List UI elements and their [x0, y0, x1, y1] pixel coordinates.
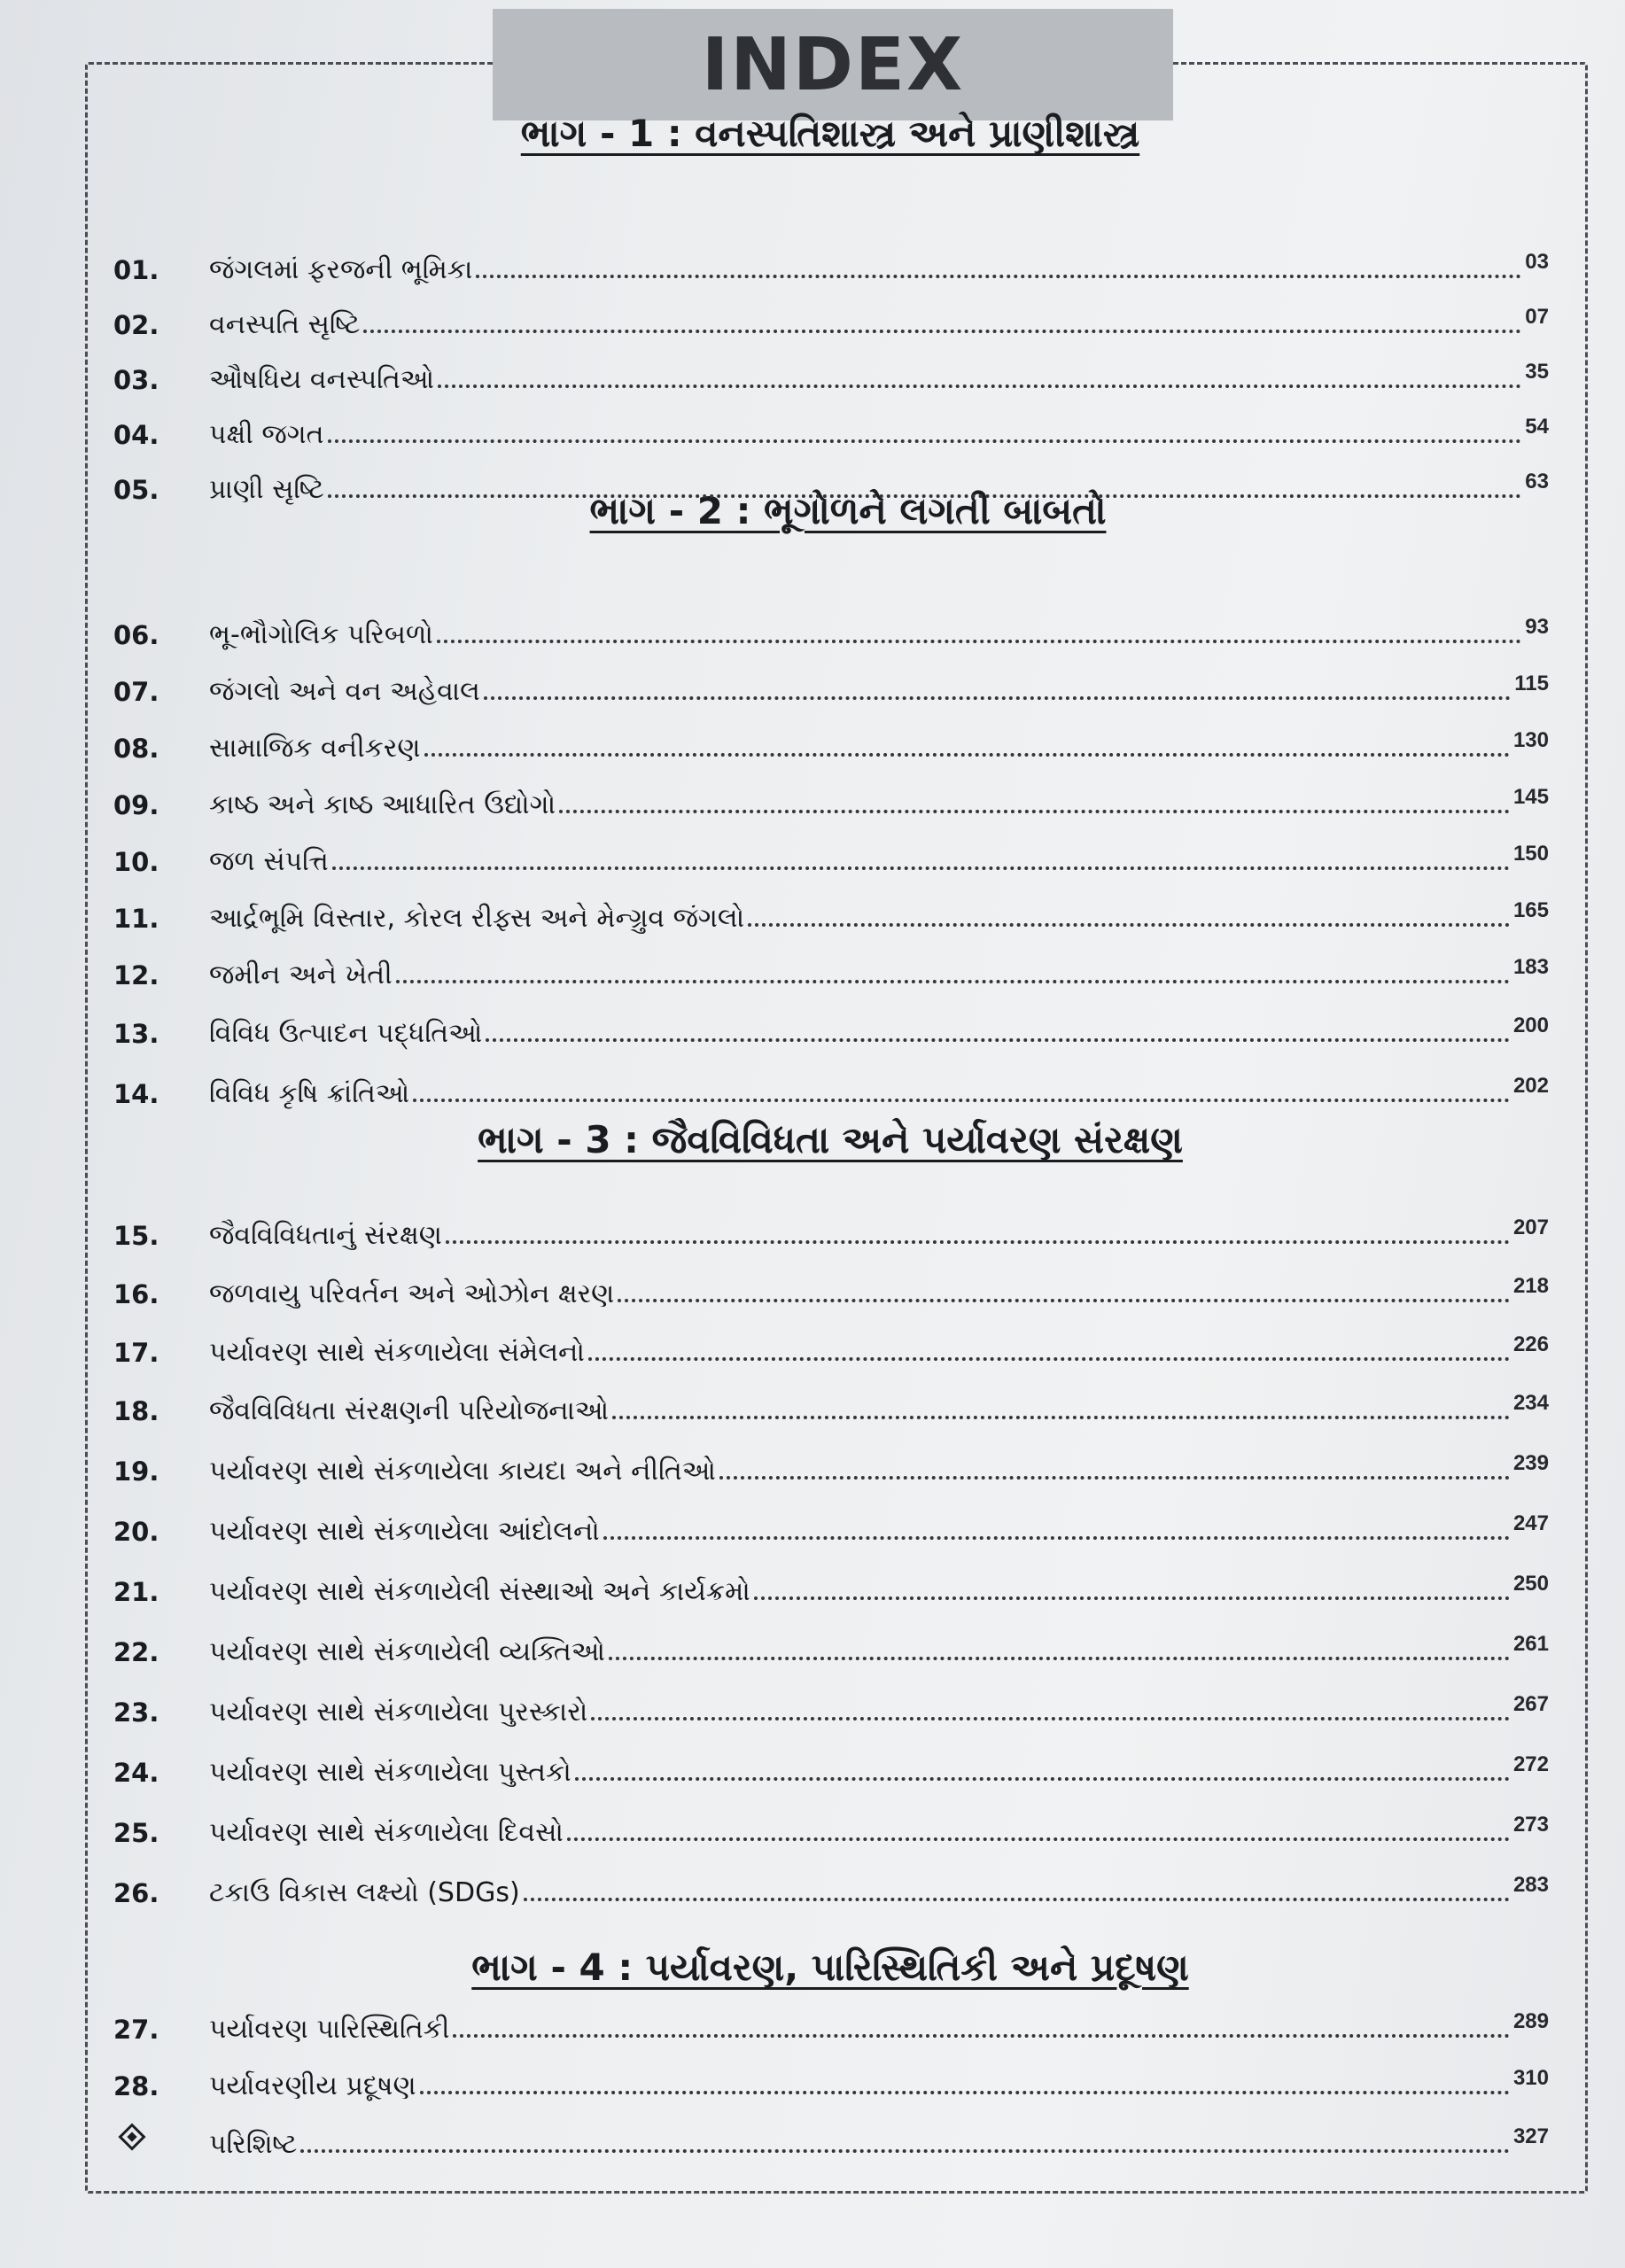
index-title: INDEX	[701, 22, 965, 107]
dot-leader	[559, 809, 1510, 813]
toc-entry[interactable]	[113, 457, 1549, 505]
entry-page-number: 226	[1512, 1332, 1549, 1356]
entry-number: 08.	[113, 734, 159, 764]
toc-entry[interactable]	[113, 347, 1549, 395]
entry-title: પર્યાવરણ સાથે સંકળાયેલા સંમેલનો	[209, 1337, 585, 1368]
entry-title: ઔષધિય વનસ્પતિઓ	[209, 364, 435, 395]
dot-leader	[328, 493, 1521, 498]
dot-leader	[438, 384, 1521, 388]
entry-page-number: 130	[1512, 728, 1549, 752]
dot-leader	[453, 2033, 1509, 2038]
toc-entry[interactable]	[113, 2054, 1549, 2101]
entry-title: જળ સંપત્તિ	[209, 846, 329, 877]
dot-leader	[591, 1716, 1510, 1720]
toc-entry[interactable]	[113, 1262, 1549, 1309]
toc-entry[interactable]	[113, 1680, 1549, 1728]
entry-number: 19.	[113, 1456, 159, 1487]
toc-entry[interactable]	[113, 1499, 1549, 1547]
dot-leader	[396, 979, 1510, 983]
dot-leader	[618, 1298, 1510, 1302]
dot-leader	[748, 922, 1510, 927]
dot-leader	[300, 2148, 1510, 2153]
entry-number: 17.	[113, 1338, 159, 1368]
entry-page-number: 54	[1525, 415, 1549, 439]
entry-number: 22.	[113, 1637, 159, 1667]
toc-entry[interactable]	[113, 773, 1549, 820]
entry-title: વનસ્પતિ સૃષ્ટિ	[209, 309, 361, 340]
entry-number: 27.	[113, 2015, 159, 2045]
toc-entry[interactable]	[113, 237, 1549, 285]
toc-entry[interactable]	[113, 1439, 1549, 1487]
entry-title: પર્યાવરણ સાથે સંકળાયેલા દિવસો	[209, 1817, 564, 1848]
entry-page-number: 261	[1512, 1632, 1549, 1656]
dot-leader	[413, 1098, 1510, 1102]
entry-title: પર્યાવરણ સાથે સંકળાયેલી વ્યક્તિઓ	[209, 1636, 605, 1667]
entry-title: સામાજિક વનીકરણ	[209, 733, 421, 764]
entry-number: 11.	[113, 904, 159, 934]
entry-page-number: 250	[1512, 1572, 1549, 1596]
entry-number: 14.	[113, 1079, 159, 1109]
dot-leader	[420, 2090, 1510, 2094]
entry-title: પર્યાવરણ સાથે સંકળાયેલા પુસ્તકો	[209, 1757, 571, 1788]
entry-number: 18.	[113, 1396, 159, 1426]
toc-entry[interactable]	[113, 1061, 1549, 1109]
dot-leader	[524, 1897, 1510, 1901]
entry-number: 15.	[113, 1221, 159, 1251]
toc-entry[interactable]	[113, 1001, 1549, 1049]
toc-entry[interactable]	[113, 1320, 1549, 1368]
entry-number: 13.	[113, 1019, 159, 1049]
dot-leader	[754, 1596, 1510, 1600]
section-heading-part-1: ભાગ - 1 : વનસ્પતિશાસ્ત્ર અને પ્રાણીશાસ્ત્ર	[520, 112, 1140, 155]
entry-page-number: 239	[1512, 1451, 1549, 1475]
dot-leader	[719, 1475, 1510, 1480]
toc-entry[interactable]	[113, 943, 1549, 990]
section-heading-part-3: ભાગ - 3 : જૈવવિવિધતા અને પર્યાવરણ સંરક્ષણ	[478, 1118, 1183, 1161]
dot-leader	[486, 1037, 1510, 1042]
entry-number: 02.	[113, 310, 159, 340]
entry-title: પર્યાવરણીય પ્રદૂષણ	[209, 2070, 416, 2101]
entry-number: 25.	[113, 1818, 159, 1848]
toc-entry[interactable]	[113, 1997, 1549, 2045]
toc-entry[interactable]	[113, 402, 1549, 450]
entry-number: 06.	[113, 620, 159, 650]
diamond-bullet-icon	[118, 2123, 145, 2150]
entry-page-number: 267	[1512, 1692, 1549, 1716]
toc-entry-appendix[interactable]	[113, 2112, 1549, 2160]
entry-number: 05.	[113, 475, 159, 505]
toc-entry[interactable]	[113, 1379, 1549, 1426]
entry-title: ટકાઉ વિકાસ લક્ષ્યો (SDGs)	[209, 1877, 520, 1908]
toc-entry[interactable]	[113, 1860, 1549, 1908]
dot-leader	[567, 1837, 1510, 1841]
entry-number: 16.	[113, 1279, 159, 1309]
entry-page-number: 63	[1525, 470, 1549, 493]
dot-leader	[484, 695, 1511, 700]
entry-page-number: 07	[1525, 305, 1549, 329]
toc-entry[interactable]	[113, 292, 1549, 340]
entry-number: 20.	[113, 1517, 159, 1547]
toc-entry[interactable]	[113, 1203, 1549, 1251]
entry-title: જંગલમાં ફરજની ભૂમિકા	[209, 254, 473, 285]
entry-title: પર્યાવરણ પારિસ્થિતિકી	[209, 2014, 450, 2045]
entry-page-number: 115	[1514, 672, 1549, 695]
entry-title: પર્યાવરણ સાથે સંકળાયેલા કાયદા અને નીતિઓ	[209, 1456, 716, 1487]
entry-page-number: 327	[1512, 2124, 1549, 2148]
toc-entry[interactable]	[113, 602, 1549, 650]
entry-page-number: 218	[1512, 1274, 1549, 1298]
entry-page-number: 289	[1512, 2009, 1549, 2033]
entry-title: પ્રાણી સૃષ્ટિ	[209, 474, 324, 505]
dot-leader	[588, 1356, 1510, 1361]
entry-page-number: 183	[1512, 955, 1549, 979]
entry-number: 07.	[113, 677, 159, 707]
entry-number: 04.	[113, 420, 159, 450]
dot-leader	[332, 866, 1510, 870]
index-title-banner	[493, 9, 1173, 120]
entry-number: 09.	[113, 790, 159, 820]
entry-title: પર્યાવરણ સાથે સંકળાયેલી સંસ્થાઓ અને કાર્યક્રમો	[209, 1576, 750, 1607]
entry-title: પક્ષી જગત	[209, 419, 324, 450]
entry-page-number: 165	[1512, 898, 1549, 922]
entry-number: 23.	[113, 1697, 159, 1728]
entry-page-number: 93	[1525, 615, 1549, 639]
entry-title: ભૂ-ભૌગોલિક પરિબળો	[209, 619, 433, 650]
entry-number: 28.	[113, 2071, 159, 2101]
dot-leader	[363, 329, 1521, 333]
entry-title: જંગલો અને વન અહેવાલ	[209, 676, 480, 707]
entry-page-number: 202	[1512, 1074, 1549, 1098]
toc-entry[interactable]	[113, 886, 1549, 934]
entry-number: 24.	[113, 1758, 159, 1788]
entry-number: 01.	[113, 255, 159, 285]
entry-page-number: 207	[1512, 1216, 1549, 1239]
section-heading-part-4: ભાગ - 4 : પર્યાવરણ, પારિસ્થિતિકી અને પ્રદૂષણ	[471, 1946, 1189, 1989]
entry-number: 21.	[113, 1577, 159, 1607]
toc-entry[interactable]	[113, 1740, 1549, 1788]
dot-leader	[328, 439, 1522, 443]
entry-title: પર્યાવરણ સાથે સંકળાયેલા આંદોલનો	[209, 1516, 600, 1547]
entry-number: 26.	[113, 1878, 159, 1908]
entry-page-number: 150	[1512, 842, 1549, 866]
entry-page-number: 310	[1512, 2066, 1549, 2090]
entry-number: 10.	[113, 847, 159, 877]
dot-leader	[603, 1535, 1510, 1540]
dot-leader	[437, 639, 1521, 643]
dot-leader	[424, 752, 1510, 757]
entry-page-number: 200	[1512, 1014, 1549, 1037]
entry-page-number: 272	[1512, 1752, 1549, 1776]
toc-entry[interactable]	[113, 1559, 1549, 1607]
entry-number: 03.	[113, 365, 159, 395]
entry-page-number: 247	[1512, 1511, 1549, 1535]
entry-page-number: 234	[1512, 1391, 1549, 1415]
entry-title: પર્યાવરણ સાથે સંકળાયેલા પુરસ્કારો	[209, 1697, 588, 1728]
entry-title: જમીન અને ખેતી	[209, 959, 393, 990]
entry-bullet	[113, 2127, 202, 2160]
entry-page-number: 03	[1525, 250, 1549, 274]
entry-number: 12.	[113, 960, 159, 990]
toc-entry[interactable]	[113, 1619, 1549, 1667]
entry-title: કાષ્ઠ અને કાષ્ઠ આધારિત ઉદ્યોગો	[209, 789, 556, 820]
entry-title: આર્દ્રભૂમિ વિસ્તાર, કોરલ રીફ્સ અને મેન્ગ્રુવ જંગલો	[209, 903, 745, 934]
entry-title: જળવાયુ પરિવર્તન અને ઓઝોન ક્ષરણ	[209, 1278, 615, 1309]
entry-page-number: 145	[1512, 785, 1549, 809]
dot-leader	[575, 1776, 1510, 1781]
entry-title: જૈવવિવિધતા સંરક્ષણની પરિયોજનાઓ	[209, 1395, 610, 1426]
entry-page-number: 283	[1512, 1873, 1549, 1897]
entry-title: જૈવવિવિધતાનું સંરક્ષણ	[209, 1220, 442, 1251]
dot-leader	[446, 1239, 1510, 1244]
dot-leader	[612, 1415, 1510, 1419]
toc-entry[interactable]	[113, 716, 1549, 764]
entry-page-number: 273	[1512, 1813, 1549, 1837]
entry-page-number: 35	[1525, 360, 1549, 384]
dot-leader	[609, 1656, 1510, 1660]
section-heading-part-2: ભાગ - 2 : ભૂગોળને લગતી બાબતો	[589, 489, 1107, 532]
toc-entry[interactable]	[113, 829, 1549, 877]
entry-title: વિવિધ કૃષિ ક્રાંતિઓ	[209, 1078, 410, 1109]
dot-leader	[476, 274, 1521, 278]
entry-title: વિવિધ ઉત્પાદન પદ્ધતિઓ	[209, 1018, 483, 1049]
entry-title: પરિશિષ્ટ	[209, 2129, 298, 2160]
toc-entry[interactable]	[113, 1800, 1549, 1848]
toc-entry[interactable]	[113, 659, 1549, 707]
